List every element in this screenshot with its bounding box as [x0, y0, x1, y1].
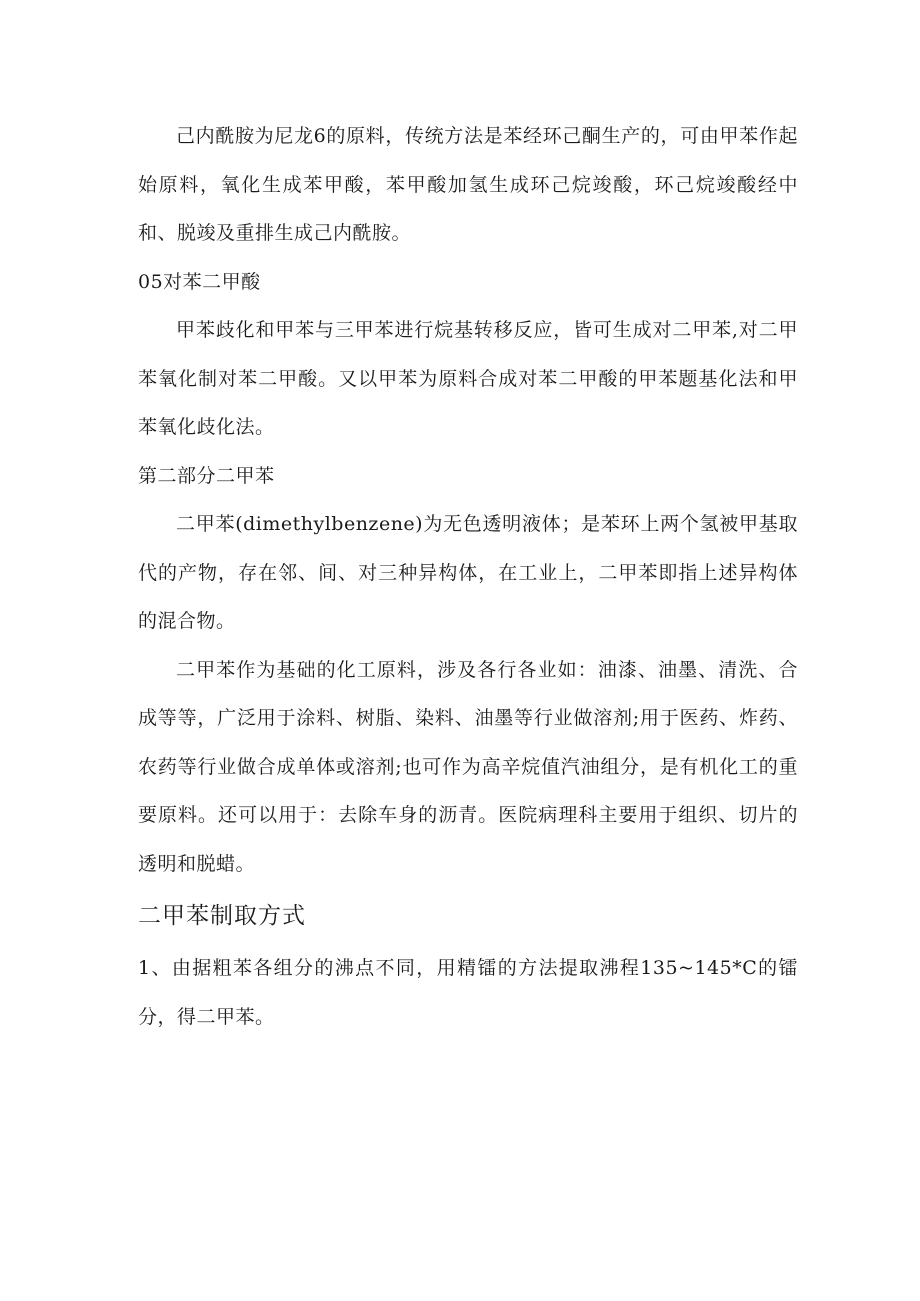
section-heading-terephthalic-acid: 05对苯二甲酸	[138, 270, 261, 293]
paragraph-production-method-1: 1、由据粗苯各组分的沸点不同，用精镭的方法提取沸程135~145*C的镭分，得二甲苯。	[138, 957, 798, 1028]
section-heading-xylene-production: 二甲苯制取方式	[138, 903, 306, 929]
section-heading-part-two-xylene: 第二部分二甲苯	[138, 464, 275, 487]
paragraph-caprolactam: 己内酰胺为尼龙6的原料，传统方法是苯经环己酮生产的，可由甲苯作起始原料，氧化生成苯甲酸，苯甲酸加氢生成环己烷竣酸，环己烷竣酸经中和、脱竣及重排生成己内酰胺。	[138, 125, 798, 244]
document-body	[138, 112, 798, 1041]
paragraph-xylene-uses: 二甲苯作为基础的化工原料，涉及各行各业如：油漆、油墨、清洗、合成等等，广泛用于涂料、树脂、染料、油墨等行业做溶剂;用于医药、炸药、农药等行业做合成单体或溶剂;也可作为高辛烷值汽油组分，是有机化工的重要原料。还可以用于：去除车身的沥青。医院病理科主要用于组织、切片的透明和脱蜡。	[138, 658, 798, 875]
paragraph-terephthalic-acid: 甲苯歧化和甲苯与三甲苯进行烷基转移反应，皆可生成对二甲苯,对二甲苯氧化制对苯二甲酸。又以甲苯为原料合成对苯二甲酸的甲苯题基化法和甲苯氧化歧化法。	[138, 319, 798, 438]
paragraph-xylene-definition: 二甲苯(dimethylbenzene)为无色透明液体；是苯环上两个氢被甲基取代的产物，存在邻、间、对三种异构体，在工业上，二甲苯即指上述异构体的混合物。	[138, 513, 798, 632]
